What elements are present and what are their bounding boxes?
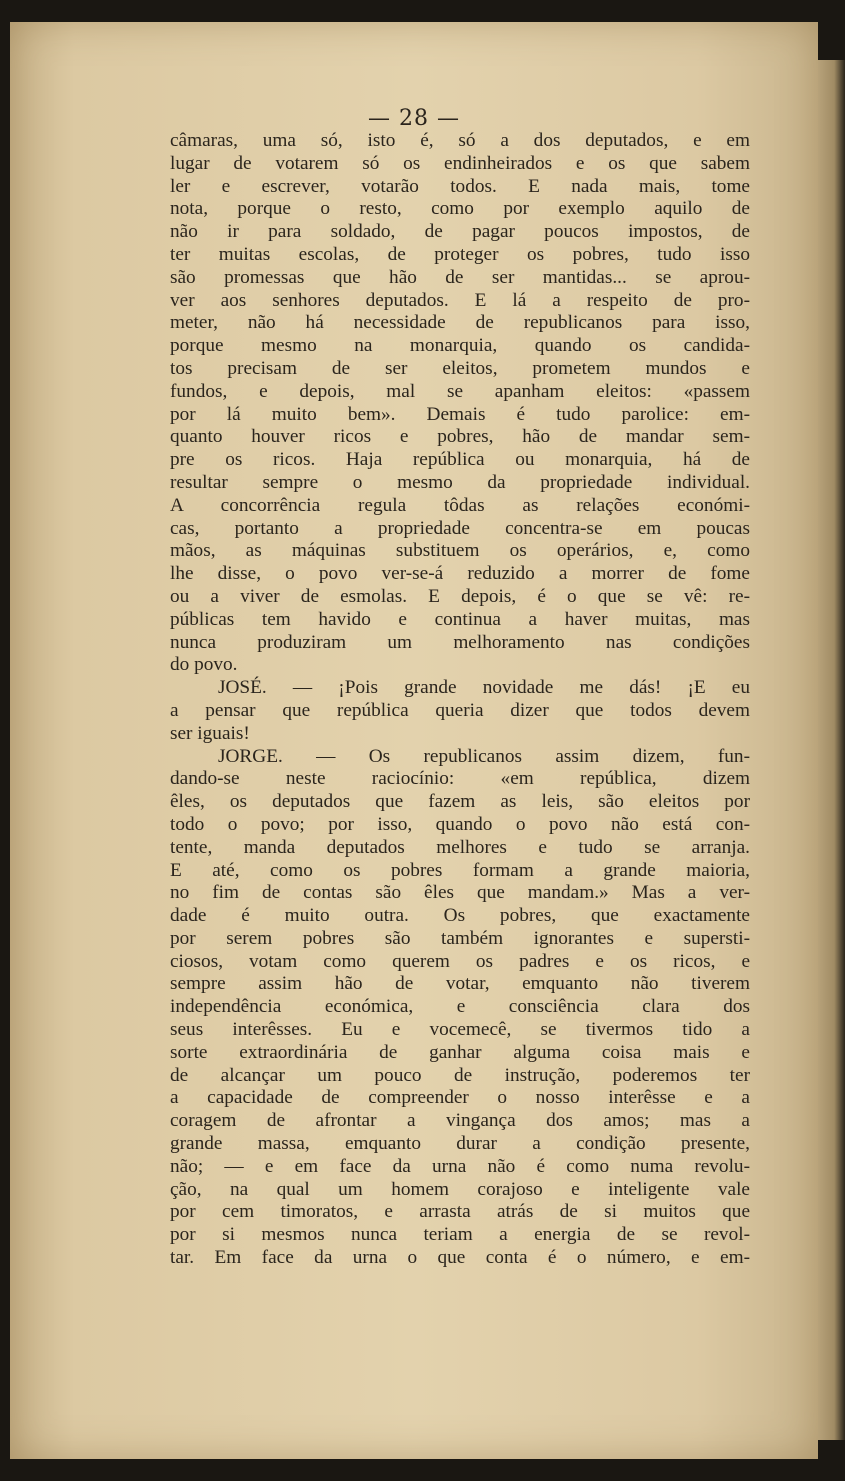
text-line: mãos, as máquinas substituem os operários, e, como (170, 540, 750, 562)
text-line: meter, não há necessidade de republicanos para isso, (170, 312, 750, 334)
text-line: ver aos senhores deputados. E lá a respeito de pro- (170, 289, 750, 311)
text-line: resultar sempre o mesmo da propriedade individual. (170, 471, 750, 493)
text-line: JOSÉ. — ¡Pois grande novidade me dás! ¡E eu (218, 677, 750, 699)
text-line: sorte extraordinária de ganhar alguma coisa mais e (170, 1041, 750, 1063)
text-line: fundos, e depois, mal se apanham eleitos: «passem (170, 380, 750, 402)
text-line: não; — e em face da urna não é como numa revolu- (170, 1155, 750, 1177)
body-text (170, 130, 750, 1270)
text-line: por si mesmos nunca teriam a energia de se revol- (170, 1224, 750, 1246)
text-line: não ir para soldado, de pagar poucos impostos, de (170, 221, 750, 243)
text-line: dando-se neste raciocínio: «em república, dizem (170, 768, 750, 790)
text-line: lhe disse, o povo ver-se-á reduzido a morrer de fome (170, 563, 750, 585)
text-line: todo o povo; por isso, quando o povo não está con- (170, 813, 750, 835)
text-line: tente, manda deputados melhores e tudo se arranja. (170, 836, 750, 858)
text-line: dade é muito outra. Os pobres, que exactamente (170, 905, 750, 927)
text-line: ciosos, votam como querem os padres e os ricos, e (170, 950, 750, 972)
text-line: por lá muito bem». Demais é tudo parolice: em- (170, 403, 750, 425)
text-line: no fim de contas são êles que mandam.» Mas a ver- (170, 882, 750, 904)
text-line: são promessas que hão de ser mantidas... se aprou- (170, 266, 750, 288)
text-line: tos precisam de ser eleitos, prometem mundos e (170, 357, 750, 379)
text-line: independência económica, e consciência clara dos (170, 996, 750, 1018)
text-line: a pensar que república queria dizer que todos devem (170, 699, 750, 721)
text-line: ser iguais! (170, 722, 250, 744)
page-edge (818, 60, 845, 1440)
text-line: A concorrência regula tôdas as relações económi- (170, 494, 750, 516)
text-line: E até, como os pobres formam a grande maioria, (170, 859, 750, 881)
text-line: sempre assim hão de votar, emquanto não tiverem (170, 973, 750, 995)
text-line: cas, portanto a propriedade concentra-se em poucas (170, 517, 750, 539)
text-line: ler e escrever, votarão todos. E nada mais, tome (170, 175, 750, 197)
text-line: de alcançar um pouco de instrução, poderemos ter (170, 1064, 750, 1086)
text-line: nota, porque o resto, como por exemplo aquilo de (170, 198, 750, 220)
page-number: — 28 — (368, 106, 460, 131)
text-line: nunca produziram um melhoramento nas condições (170, 631, 750, 653)
text-line: tar. Em face da urna o que conta é o número, e em- (170, 1247, 750, 1269)
text-line: lugar de votarem só os endinheirados e os que sabem (170, 152, 750, 174)
text-line: quanto houver ricos e pobres, hão de mandar sem- (170, 426, 750, 448)
text-line: por serem pobres são também ignorantes e supersti- (170, 927, 750, 949)
text-line: ção, na qual um homem corajoso e inteligente vale (170, 1178, 750, 1200)
text-line: ter muitas escolas, de proteger os pobres, tudo isso (170, 243, 750, 265)
text-line: públicas tem havido e continua a haver muitas, mas (170, 608, 750, 630)
text-line: grande massa, emquanto durar a condição presente, (170, 1133, 750, 1155)
text-line: pre os ricos. Haja república ou monarquia, há de (170, 449, 750, 471)
text-line: seus interêsses. Eu e vocemecê, se tivermos tido a (170, 1019, 750, 1041)
text-line: porque mesmo na monarquia, quando os candida- (170, 335, 750, 357)
text-line: coragem de afrontar a vingança dos amos; mas a (170, 1110, 750, 1132)
text-line: JORGE. — Os republicanos assim dizem, fun- (218, 745, 750, 767)
text-line: a capacidade de compreender o nosso interêsse e a (170, 1087, 750, 1109)
text-line: êles, os deputados que fazem as leis, são eleitos por (170, 791, 750, 813)
text-line: do povo. (170, 654, 238, 676)
text-line: câmaras, uma só, isto é, só a dos deputados, e em (170, 130, 750, 151)
text-line: por cem timoratos, e arrasta atrás de si muitos que (170, 1201, 750, 1223)
text-line: ou a viver de esmolas. E depois, é o que se vê: re- (170, 585, 750, 607)
